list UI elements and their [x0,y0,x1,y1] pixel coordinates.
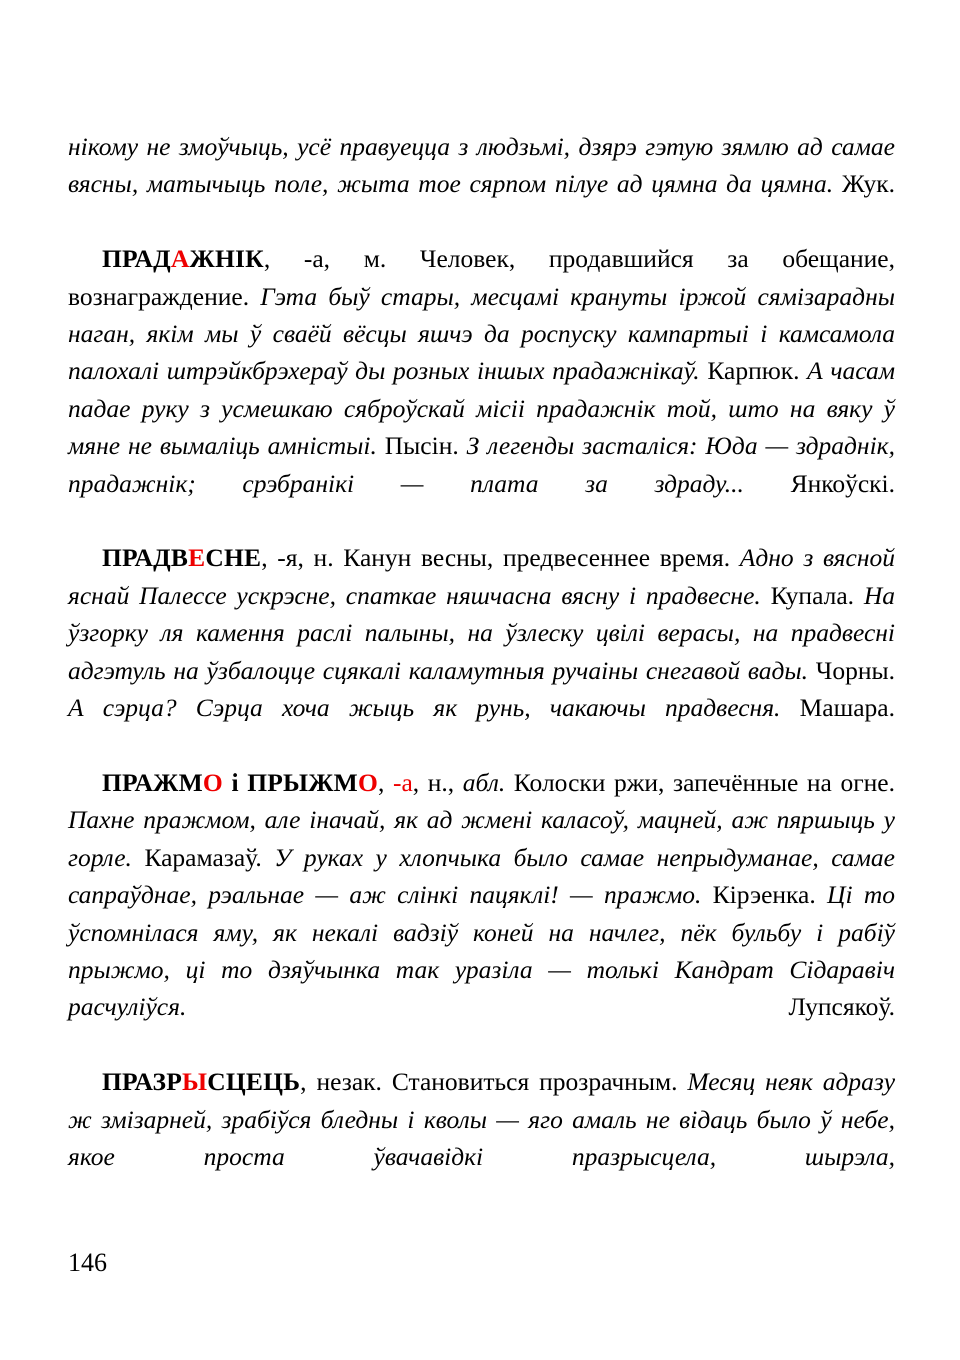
citation-source: Кірэенка. [701,880,828,910]
citation-quote: А часам падае руку з усмешкаю сяброўскай місіі прадажнік той, што на вяку ў мяне не вымаліць амністыі. [68,356,895,461]
definition: Человек, продавшийся за обещание, вознаграждение. [68,244,896,311]
headword-variant-part-before: ПРЫЖМ [247,767,358,797]
headword-conjunction: і [222,767,248,797]
headword-comma: , [263,244,304,274]
citation-source: Пысін. [376,431,467,461]
headword-part-before: ПРАДВ [102,543,189,573]
headword-part-before: ПРАЗР [102,1067,182,1097]
citation-quote: Гэта быў стары, месцамі крануты іржой сямізарадны наган, якім мы ў сваёй вёсцы яшчэ да роспуску кампартыі і камсамола палохалі штрэйкбрэхераў ды розных іншых прадажнікаў. [68,281,895,386]
dictionary-entry [68,539,895,763]
continued-entry-paragraph [68,128,895,240]
dictionary-entry [68,240,895,539]
continued-quote-source: Жук. [833,169,895,199]
stress-vowel: Е [188,543,206,573]
grammar-label: , м. [323,244,420,274]
citation-quote: Адно з вясной яснай Палессе ускрэсне, спаткае няшчасна вясну і прадвесне. [68,543,896,610]
headword [102,543,261,572]
grammar-ending: -я [277,543,298,573]
headword-part-after: СЦЕЦЬ [207,1067,301,1097]
citation-quote: З легенды засталіся: Юда — здраднік, прадажнік; срэбранікі — плата за здраду... [68,431,895,498]
definition: Канун весны, предвесеннее время. [343,543,740,573]
definition: Становиться прозрачным. [391,1067,688,1097]
citation-source: Карамазаў. [131,842,275,872]
headword [102,768,223,797]
grammar-ending: -а [392,767,413,797]
headword-comma: , [261,543,278,573]
stress-vowel: О [357,767,378,797]
citation-source: Машара. [780,693,895,723]
headword-comma: , [300,1067,317,1097]
text-column [68,128,895,1213]
citation-quote: Месяц неяк адразу ж змізарней, зрабіўся бледны і кволы — яго амаль не відаць было ў небе, якое проста ўвачавідкі празрысцела, шырэла, [68,1067,896,1171]
headword-comma: , [377,767,393,797]
grammar-abbreviation: абл. [462,767,506,797]
dictionary-entry [68,764,895,1063]
citation-source: Купала. [760,580,864,610]
continued-quote: нікому не змоўчыць, усё правуецца з людзьмі, дзярэ гэтую зямлю ад самае вясны, матычыць поле, жыта тое сярпом пілуе ад цямна да цямна. [68,132,895,199]
headword-variant [247,768,378,797]
definition: Колоски ржи, запечённые на огне. [505,767,896,797]
citation-quote: А сэрца? Сэрца хоча жыць як рунь, чакаючы прадвесня. [68,693,781,723]
headword-part-before: ПРАД [102,244,171,274]
citation-source: Лупсякоў. [186,992,895,1022]
stress-vowel: О [202,767,223,797]
citation-quote: Пахне пражмом, але іначай, як ад жмені каласоў, мацней, аж пяршыць у горле. [68,805,895,872]
dictionary-entry [68,1063,895,1213]
stress-vowel: А [170,244,190,274]
grammar-label: , н., [412,767,463,797]
citation-source: Карпюк. [699,356,808,386]
grammar-label: незак. [316,1067,392,1097]
citation-quote: У руках у хлопчыка было самае непрыдуманае, самае сапраўднае, рэальнае — аж слінкі пацяклі! — пражмо. [68,842,895,910]
citation-quote: Ці то ўспомнілася яму, як некалі вадзіў коней на начлег, пёк бульбу і рабіў прыжмо, ці то дзяўчынка так уразіла — толькі Кандрат Сідаравіч расчуліўся. [68,880,895,1022]
page-number: 146 [68,1248,107,1277]
headword-part-after: ЖНІК [189,244,264,274]
headword [102,244,264,273]
citation-source: Янкоўскі. [743,468,895,498]
headword-part-after: СНЕ [205,543,262,573]
headword-part-before: ПРАЖМ [102,767,203,797]
stress-vowel: Ы [181,1067,208,1097]
citation-source: Чорны. [808,655,895,685]
citation-quote: На ўзгорку ля камення раслі палыны, на ўзлеску цвілі верасы, на прадвесні адгэтуль на ўзбалоцце сцякалі каламутныя ручаіны снегавой вады. [68,580,895,685]
grammar-ending: -а [303,244,324,274]
headword [102,1067,300,1096]
grammar-label: , н. [297,543,344,573]
